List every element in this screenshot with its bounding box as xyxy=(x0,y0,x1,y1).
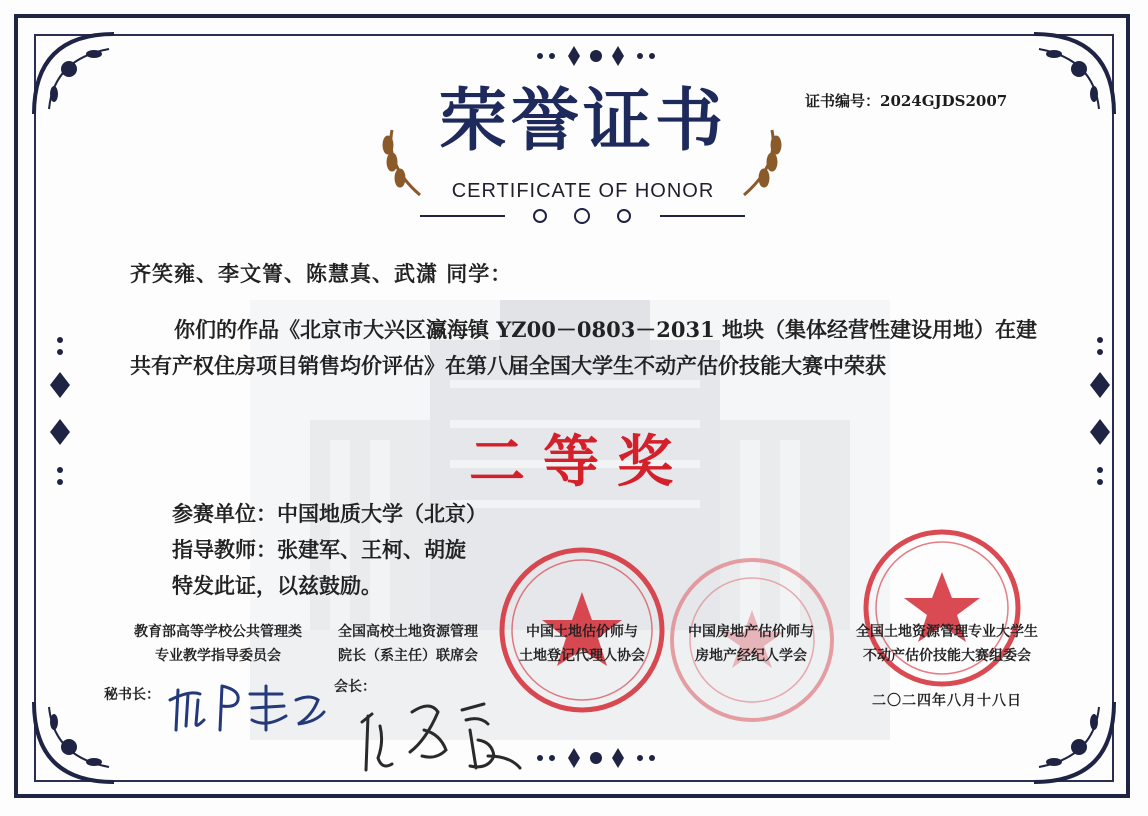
certificate-body: 你们的作品《北京市大兴区瀛海镇 YZ00－0803－2031 地块（集体经营性建设用地）在建共有产权住房项目销售均价评估》在第八届全国大学生不动产估价技能大赛中荣获 xyxy=(130,317,1038,378)
org-line: 中国房地产估价师与 xyxy=(688,624,814,640)
org-line: 专业教学指导委员会 xyxy=(155,648,281,664)
certificate-subtitle: CERTIFICATE OF HONOR xyxy=(451,180,715,202)
org-line: 不动产估价技能大赛组委会 xyxy=(863,648,1031,664)
org-line: 全国高校土地资源管理 xyxy=(338,624,478,640)
issue-date: 二〇二四年八月十八日 xyxy=(872,693,1022,709)
org-line: 全国土地资源管理专业大学生 xyxy=(856,624,1038,640)
org-line: 房地产经纪人学会 xyxy=(695,648,807,664)
org-line: 土地登记代理人协会 xyxy=(519,648,645,664)
org-line: 院长（系主任）联席会 xyxy=(338,648,478,664)
participating-unit: 参赛单位：中国地质大学（北京） xyxy=(172,501,487,526)
org-line: 教育部高等学校公共管理类 xyxy=(134,624,302,640)
certificate-number: 证书编号：2024GJDS2007 xyxy=(805,92,1008,110)
advisors: 指导教师：张建军、王柯、胡旋 xyxy=(172,537,466,562)
org-line: 中国土地估价师与 xyxy=(526,624,638,640)
secretary-signature xyxy=(170,686,324,730)
president-label: 会长： xyxy=(334,679,376,695)
president-signature xyxy=(362,704,520,770)
certificate-title: 荣誉证书 xyxy=(438,82,727,161)
secretary-label: 秘书长： xyxy=(104,687,160,703)
closing-line: 特发此证，以兹鼓励。 xyxy=(172,573,382,598)
award-level: 二等奖 xyxy=(469,429,691,495)
recipients: 齐笑雍、李文箐、陈慧真、武潇 同学： xyxy=(130,261,513,286)
